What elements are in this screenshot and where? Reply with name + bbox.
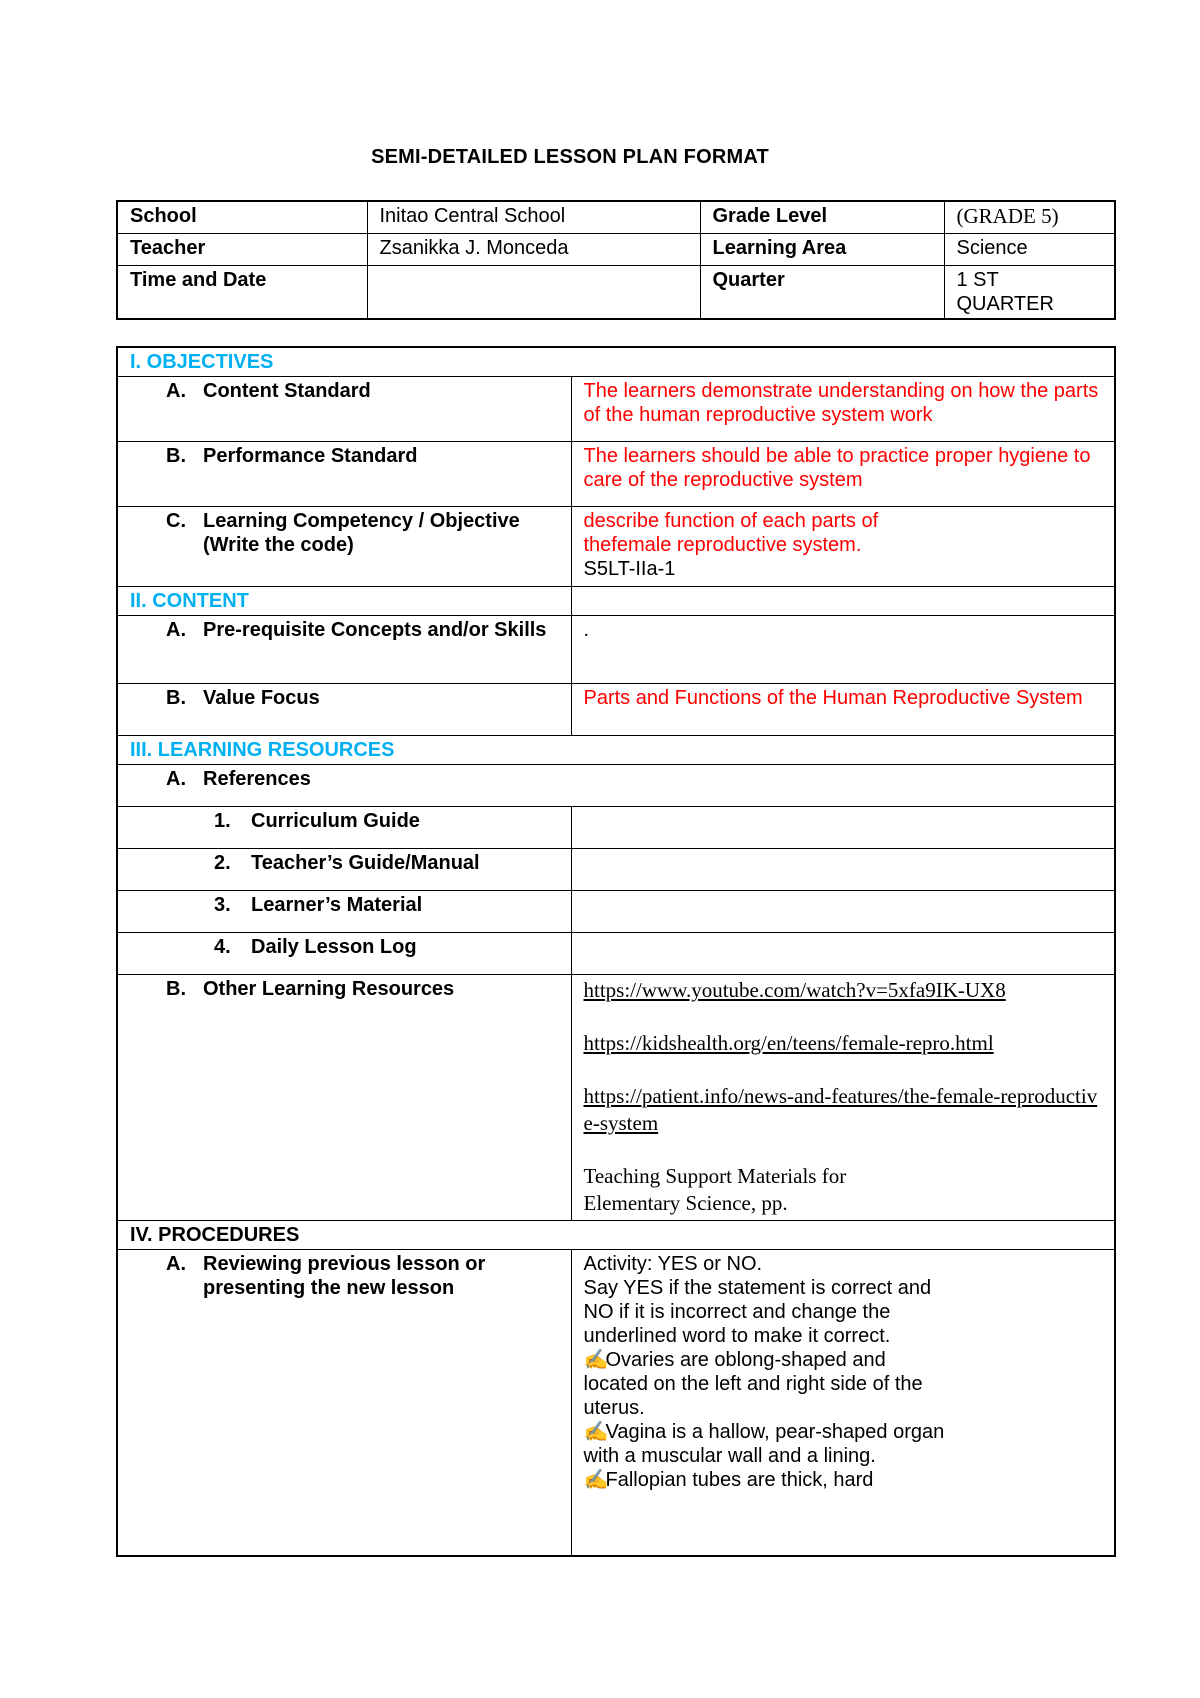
learners-material-label: Learner’s Material — [251, 894, 423, 916]
quarter-label: Quarter — [700, 265, 944, 319]
objectives-heading: I. OBJECTIVES — [117, 347, 1115, 377]
pencil-bullet-icon: ✍ — [583, 1349, 609, 1371]
statement-text: Ovaries are oblong-shaped and located on the left and right side of the uterus. — [583, 1349, 923, 1419]
teacher-value: Zsanikka J. Monceda — [367, 233, 700, 265]
other-resources-value — [571, 975, 1115, 1221]
performance-standard-cell — [117, 442, 571, 507]
references-marker: A. — [166, 768, 186, 790]
activity-title: Activity: YES or NO. — [583, 1253, 763, 1275]
resources-heading: III. LEARNING RESOURCES — [117, 736, 1115, 765]
value-focus-marker: B. — [166, 687, 186, 709]
statement-item — [584, 1420, 955, 1468]
curriculum-guide-label: Curriculum Guide — [251, 810, 420, 832]
other-resources-marker: B. — [166, 978, 186, 1000]
learners-material-cell — [117, 891, 571, 933]
time-date-value — [367, 265, 700, 319]
competency-value-line2: thefemale reproductive system. — [583, 534, 862, 556]
header-info-table — [116, 200, 1116, 320]
daily-lesson-log-cell — [117, 933, 571, 975]
grade-level-label: Grade Level — [700, 201, 944, 233]
teachers-guide-value — [571, 849, 1115, 891]
teachers-guide-marker: 2. — [214, 852, 231, 874]
youtube-link[interactable]: https://www.youtube.com/watch?v=5xfa9IK-UX8 — [583, 978, 1006, 1002]
quarter-value — [944, 265, 1115, 319]
pencil-bullet-icon: ✍ — [583, 1421, 609, 1443]
learners-material-marker: 3. — [214, 894, 231, 916]
daily-lesson-log-label: Daily Lesson Log — [251, 936, 417, 958]
school-label: School — [117, 201, 367, 233]
curriculum-guide-marker: 1. — [214, 810, 231, 832]
patient-info-link[interactable]: https://patient.info/news-and-features/the-female-reproductive-system — [583, 1084, 1098, 1135]
curriculum-guide-cell — [117, 807, 571, 849]
competency-value-cell — [571, 507, 1115, 587]
competency-marker: C. — [166, 510, 186, 532]
pencil-bullet-icon: ✍ — [583, 1469, 609, 1491]
prerequisite-cell — [117, 616, 571, 684]
prerequisite-marker: A. — [166, 619, 186, 641]
statement-item — [584, 1468, 955, 1492]
content-standard-label: Content Standard — [203, 380, 371, 402]
other-resources-label: Other Learning Resources — [203, 978, 455, 1000]
other-resources-cell — [117, 975, 571, 1221]
learning-area-label: Learning Area — [700, 233, 944, 265]
value-focus-cell — [117, 684, 571, 736]
learners-material-value — [571, 891, 1115, 933]
procedures-heading: IV. PROCEDURES — [117, 1221, 1115, 1250]
review-lesson-value — [571, 1250, 1115, 1556]
statement-item — [584, 1348, 955, 1420]
content-standard-marker: A. — [166, 380, 186, 402]
prerequisite-value: . — [571, 616, 1115, 684]
teacher-label: Teacher — [117, 233, 367, 265]
kidshealth-link[interactable]: https://kidshealth.org/en/teens/female-repro.html — [583, 1031, 994, 1055]
teachers-guide-label: Teacher’s Guide/Manual — [251, 852, 480, 874]
learning-area-value: Science — [944, 233, 1115, 265]
statement-text: Vagina is a hallow, pear-shaped organ with a muscular wall and a lining. — [583, 1421, 945, 1467]
daily-lesson-log-value — [571, 933, 1115, 975]
review-lesson-label: Reviewing previous lesson or presenting the new lesson — [203, 1253, 486, 1299]
review-lesson-cell — [117, 1250, 571, 1556]
content-heading-empty — [571, 587, 1115, 616]
performance-standard-marker: B. — [166, 445, 186, 467]
daily-lesson-log-marker: 4. — [214, 936, 231, 958]
lesson-plan-table — [116, 346, 1116, 1557]
content-standard-value: The learners demonstrate understanding on how the parts of the human reproductive system work — [571, 377, 1115, 442]
activity-instructions: Say YES if the statement is correct and NO if it is incorrect and change the underlined word to make it correct. — [583, 1277, 932, 1347]
content-heading: II. CONTENT — [117, 587, 571, 616]
competency-label: Learning Competency / Objective (Write the code) — [203, 510, 520, 556]
competency-cell — [117, 507, 571, 587]
support-materials-text: Teaching Support Materials for Elementary Science, pp. — [583, 1164, 847, 1215]
references-label: References — [203, 768, 311, 790]
references-cell — [117, 765, 1115, 807]
page-title: SEMI-DETAILED LESSON PLAN FORMAT — [371, 146, 769, 168]
quarter-value-line1: 1 ST — [956, 268, 999, 291]
statement-text: Fallopian tubes are thick, hard — [605, 1469, 874, 1491]
value-focus-value: Parts and Functions of the Human Reproductive System — [571, 684, 1115, 736]
curriculum-guide-value — [571, 807, 1115, 849]
time-date-label: Time and Date — [117, 265, 367, 319]
teachers-guide-cell — [117, 849, 571, 891]
content-standard-cell — [117, 377, 571, 442]
school-value: Initao Central School — [367, 201, 700, 233]
competency-value-line1: describe function of each parts of — [583, 510, 879, 532]
performance-standard-label: Performance Standard — [203, 445, 418, 467]
quarter-value-line2: QUARTER — [956, 292, 1054, 315]
value-focus-label: Value Focus — [203, 687, 320, 709]
competency-code: S5LT-IIa-1 — [583, 558, 676, 580]
prerequisite-label: Pre-requisite Concepts and/or Skills — [203, 619, 547, 641]
performance-standard-value: The learners should be able to practice proper hygiene to care of the reproductive system — [571, 442, 1115, 507]
grade-level-value: (GRADE 5) — [944, 201, 1115, 233]
review-lesson-marker: A. — [166, 1253, 186, 1275]
